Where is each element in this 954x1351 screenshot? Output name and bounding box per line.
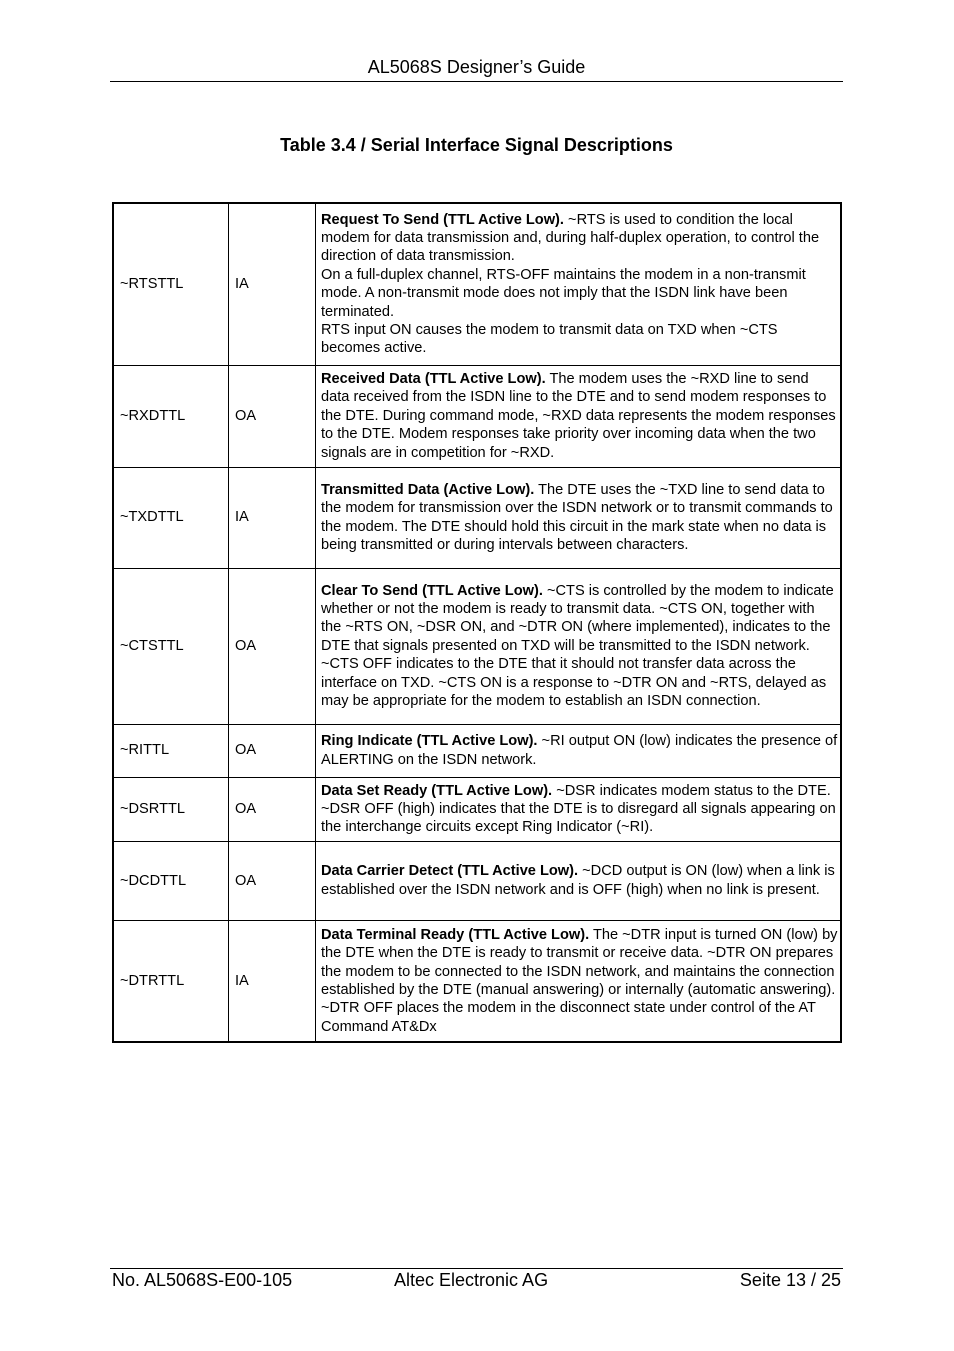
description-text: RTS input ON causes the modem to transmit data on TXD when ~CTS becomes active. xyxy=(321,322,778,357)
description-text: ~RI output ON (low) indicates the presence of ALERTING on the ISDN network. xyxy=(321,733,838,768)
signal-type: OA xyxy=(229,568,316,724)
table-caption: Table 3.4 / Serial Interface Signal Descriptions xyxy=(280,135,673,155)
signal-name: ~DCDTTL xyxy=(113,841,229,920)
signal-type: OA xyxy=(229,841,316,920)
signal-name: ~DTRTTL xyxy=(113,920,229,1042)
description-text: ~RTS is used to condition the local modem for data transmission and, during half-duplex operation, to control the direction of data transmission. xyxy=(321,211,820,265)
signal-description xyxy=(316,777,842,841)
table-row xyxy=(113,920,841,1042)
signal-name: ~RITTL xyxy=(113,724,229,777)
signal-description xyxy=(316,203,842,365)
signal-type: OA xyxy=(229,365,316,467)
description-text: The ~DTR input is turned ON (low) by the DTE when the DTE is ready to transmit or receive data. ~DTR ON prepares the modem to be connected to the ISDN network, and maintains the connection established by the DTE (manual answering) or internally (automatic answering). ~DTR OFF places the modem in the disconnect state under control of the AT Command AT&Dx xyxy=(321,926,838,1035)
table-row xyxy=(113,724,841,777)
description-paragraph xyxy=(321,782,838,837)
description-title: Received Data (TTL Active Low). xyxy=(321,370,546,387)
description-paragraph xyxy=(321,732,838,769)
table-row xyxy=(113,777,841,841)
signal-description xyxy=(316,724,842,777)
footer-divider xyxy=(110,1268,843,1269)
signal-name: ~RXDTTL xyxy=(113,365,229,467)
description-title: Request To Send (TTL Active Low). xyxy=(321,211,564,228)
description-paragraph xyxy=(321,266,838,321)
description-title: Data Terminal Ready (TTL Active Low). xyxy=(321,926,590,943)
table-row xyxy=(113,203,841,365)
description-paragraph xyxy=(321,926,838,1036)
description-paragraph xyxy=(321,370,838,462)
signal-table-body xyxy=(113,203,841,1042)
table-row xyxy=(113,467,841,568)
description-title: Data Set Ready (TTL Active Low). xyxy=(321,782,553,799)
signal-description xyxy=(316,841,842,920)
footer-doc-number: No. AL5068S-E00-105 xyxy=(112,1270,293,1290)
signal-type: IA xyxy=(229,203,316,365)
signal-description xyxy=(316,467,842,568)
signal-description xyxy=(316,568,842,724)
signal-name: ~DSRTTL xyxy=(113,777,229,841)
description-paragraph xyxy=(321,321,838,358)
table-row xyxy=(113,365,841,467)
footer-page-number: Seite 13 / 25 xyxy=(739,1270,841,1290)
signal-type: OA xyxy=(229,777,316,841)
signal-description xyxy=(316,365,842,467)
description-title: Ring Indicate (TTL Active Low). xyxy=(321,733,538,750)
description-paragraph xyxy=(321,862,838,899)
footer-company: Altec Electronic AG xyxy=(394,1270,549,1290)
signal-name: ~TXDTTL xyxy=(113,467,229,568)
signal-type: IA xyxy=(229,467,316,568)
page-footer xyxy=(112,1270,841,1291)
description-text: ~DCD output is ON (low) when a link is established over the ISDN network and is OFF (high) when no link is present. xyxy=(321,863,835,898)
table-row xyxy=(113,841,841,920)
description-title: Clear To Send (TTL Active Low). xyxy=(321,582,543,599)
description-text: On a full-duplex channel, RTS-OFF maintains the modem in a non-transmit mode. A non-transmit mode does not imply that the ISDN link have been terminated. xyxy=(321,266,806,320)
description-text: ~CTS is controlled by the modem to indicate whether or not the modem is ready to transmit data. ~CTS ON, together with the ~RTS ON, ~DSR ON, and ~DTR ON (where implemented), indicates to the DTE that signals presented on TXD will be transmitted to the ISDN network. ~CTS OFF indicates to the DTE that it should not transfer data across the interface on TXD. ~CTS ON is a response to ~DTR ON and ~RTS, delayed as may be appropriate for the modem to establish an ISDN connection. xyxy=(321,582,834,710)
description-text: The modem uses the ~RXD line to send data received from the ISDN line to the DTE and to send modem responses to the DTE. During command mode, ~RXD data represents the modem responses to the DTE. Modem responses take priority over incoming data when the two signals are in competition for ~RXD. xyxy=(321,370,836,461)
page-header-title: AL5068S Designer’s Guide xyxy=(367,57,586,77)
description-paragraph xyxy=(321,481,838,555)
signal-type: OA xyxy=(229,724,316,777)
description-paragraph xyxy=(321,211,838,266)
description-paragraph xyxy=(321,582,838,711)
description-title: Transmitted Data (Active Low). xyxy=(321,481,535,498)
description-text: The DTE uses the ~TXD line to send data to the modem for transmission over the ISDN network or to transmit commands to the modem. The DTE should hold this circuit in the mark state when no data is being transmitted or during intervals between characters. xyxy=(321,481,833,553)
description-text: ~DSR indicates modem status to the DTE. ~DSR OFF (high) indicates that the DTE is to disregard all signals appearing on the interchange circuits except Ring Indicator (~RI). xyxy=(321,782,836,836)
signal-type: IA xyxy=(229,920,316,1042)
signal-name: ~CTSTTL xyxy=(113,568,229,724)
header-divider xyxy=(110,81,843,82)
table-row xyxy=(113,568,841,724)
signal-name: ~RTSTTL xyxy=(113,203,229,365)
signal-description xyxy=(316,920,842,1042)
description-title: Data Carrier Detect (TTL Active Low). xyxy=(321,863,579,880)
signal-table xyxy=(112,202,842,1043)
